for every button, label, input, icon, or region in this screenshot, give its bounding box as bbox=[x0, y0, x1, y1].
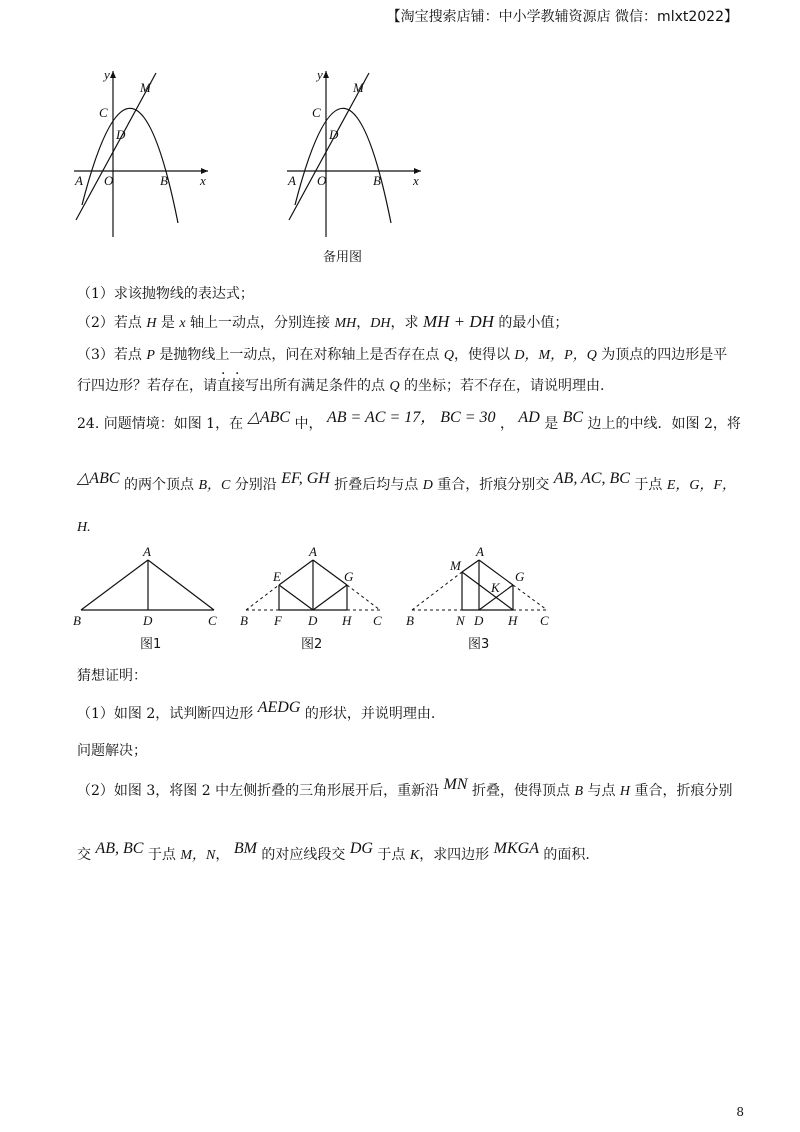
q24-line3: H. bbox=[77, 520, 91, 535]
svg-text:C: C bbox=[208, 613, 217, 628]
svg-text:G: G bbox=[515, 569, 525, 584]
q24-line1: 24. 问题情境：如图 1，在 △ABC 中， AB = AC = 17， BC = 30 ， AD 是 BC 边上的中线．如图 2，将 bbox=[77, 409, 741, 432]
q24-part2-line2: 交 AB, BC 于点 M，N， BM 的对应线段交 DG 于点 K，求四边形 MKGA 的面积. bbox=[77, 840, 590, 863]
svg-text:B: B bbox=[160, 173, 168, 188]
section-problem-solving: 问题解决； bbox=[77, 743, 147, 759]
svg-text:D: D bbox=[143, 613, 153, 628]
svg-text:M: M bbox=[450, 558, 461, 573]
svg-text:F: F bbox=[274, 613, 282, 628]
svg-text:O: O bbox=[317, 173, 327, 188]
svg-text:A: A bbox=[309, 544, 317, 559]
svg-text:y: y bbox=[317, 67, 323, 82]
svg-text:K: K bbox=[491, 580, 500, 595]
q24-line2: △ABC 的两个顶点 B，C 分别沿 EF, GH 折叠后均与点 D 重合，折痕分别交 AB, AC, BC 于点 E，G，F， bbox=[77, 470, 737, 493]
svg-text:H: H bbox=[342, 613, 352, 628]
emphasis-dot-1: 直 bbox=[217, 378, 231, 394]
svg-text:y: y bbox=[104, 67, 110, 82]
q23-part3-line2: 行四边形？若存在，请直接写出所有满足条件的点 Q 的坐标；若不存在，请说明理由. bbox=[77, 378, 605, 394]
page-number: 8 bbox=[736, 1105, 744, 1119]
q24-part2: （2）如图 3，将图 2 中左侧折叠的三角形展开后，重新沿 MN 折叠，使得顶点 B 与点 H 重合，折痕分别 bbox=[77, 776, 733, 799]
svg-text:C: C bbox=[373, 613, 382, 628]
figure-3-caption: 图3 bbox=[468, 637, 490, 652]
svg-text:A: A bbox=[476, 544, 484, 559]
svg-text:C: C bbox=[540, 613, 549, 628]
figure-2 bbox=[240, 544, 382, 628]
svg-text:B: B bbox=[373, 173, 381, 188]
svg-text:D: D bbox=[308, 613, 318, 628]
svg-text:H: H bbox=[508, 613, 518, 628]
svg-text:C: C bbox=[312, 105, 321, 120]
svg-text:O: O bbox=[104, 173, 114, 188]
figure-3 bbox=[406, 544, 549, 628]
graph-backup bbox=[287, 67, 421, 237]
q23-part3: （3）若点 P 是抛物线上一动点，问在对称轴上是否存在点 Q，使得以 D，M，P，Q 为顶点的四边形是平 bbox=[77, 347, 728, 363]
svg-text:N: N bbox=[456, 613, 465, 628]
triangle-figures bbox=[66, 540, 566, 635]
emphasis-dot-2: 接 bbox=[231, 378, 245, 394]
parabola-figures bbox=[60, 65, 460, 250]
svg-text:B: B bbox=[406, 613, 414, 628]
svg-text:M: M bbox=[353, 80, 364, 95]
page-header: 【淘宝搜索店铺：中小学教辅资源店 微信：mlxt2022】 bbox=[386, 9, 738, 25]
svg-text:G: G bbox=[344, 569, 354, 584]
svg-text:B: B bbox=[73, 613, 81, 628]
graph-main bbox=[74, 67, 208, 237]
svg-text:A: A bbox=[288, 173, 296, 188]
svg-text:D: D bbox=[116, 127, 126, 142]
svg-text:D: D bbox=[474, 613, 484, 628]
figure-2-caption: 图2 bbox=[301, 637, 323, 652]
figure-1 bbox=[73, 544, 217, 628]
q23-part1: （1）求该抛物线的表达式； bbox=[77, 286, 254, 302]
svg-text:A: A bbox=[143, 544, 151, 559]
q24-part1: （1）如图 2，试判断四边形 AEDG 的形状，并说明理由. bbox=[77, 699, 436, 722]
svg-text:x: x bbox=[200, 173, 206, 188]
svg-text:x: x bbox=[413, 173, 419, 188]
svg-text:A: A bbox=[75, 173, 83, 188]
figure-1-caption: 图1 bbox=[140, 637, 162, 652]
svg-text:C: C bbox=[99, 105, 108, 120]
backup-figure-caption: 备用图 bbox=[323, 250, 363, 265]
svg-text:B: B bbox=[240, 613, 248, 628]
svg-text:M: M bbox=[140, 80, 151, 95]
svg-text:D: D bbox=[329, 127, 339, 142]
section-guess-proof: 猜想证明： bbox=[77, 668, 147, 684]
svg-text:E: E bbox=[273, 569, 281, 584]
q23-part2: （2）若点 H 是 x 轴上一动点，分别连接 MH，DH，求 MH + DH 的最小值； bbox=[77, 312, 569, 331]
